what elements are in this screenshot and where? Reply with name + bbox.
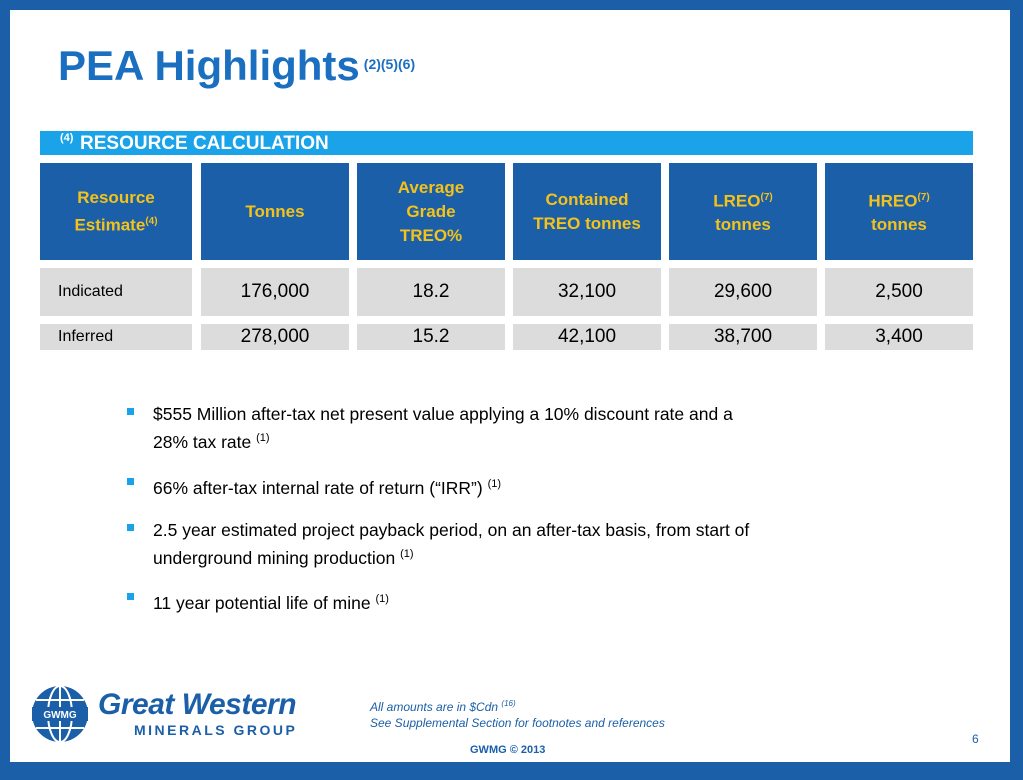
- cell-inferred-lreo: 38,700: [669, 324, 817, 350]
- cell-inferred-tonnes: 278,000: [201, 324, 349, 350]
- cell-indicated-contained: 32,100: [513, 268, 661, 316]
- row-label-inferred: Inferred: [40, 324, 192, 350]
- bullet-square-icon: [127, 408, 134, 415]
- title-footnote-ref: (2)(5)(6): [363, 56, 416, 72]
- header-resource-estimate: Resource Estimate$^{(4)}$: [40, 163, 192, 260]
- header-hreo: HREO$^{(7)}$ tonnes: [825, 163, 973, 260]
- cell-indicated-lreo: 29,600: [669, 268, 817, 316]
- page-number: 6: [972, 732, 979, 746]
- bullet-square-icon: [127, 478, 134, 485]
- company-logo: [30, 684, 330, 746]
- section-header-label: RESOURCE CALCULATION $^{(4)}$: [60, 132, 329, 154]
- header-lreo: LREO$^{(7)}$ tonnes: [669, 163, 817, 260]
- list-item: 11 year potential life of mine $^{(1)}$: [125, 587, 905, 615]
- cell-indicated-tonnes: 176,000: [201, 268, 349, 316]
- cell-indicated-hreo: 2,500: [825, 268, 973, 316]
- section-header-bar: [40, 131, 973, 155]
- bullet-square-icon: [127, 524, 134, 531]
- slide: [10, 10, 1010, 762]
- copyright: GWMG © 2013: [470, 744, 546, 756]
- globe-icon: [30, 684, 90, 744]
- page-title: PEA Highlights $^{(2)(5)(6)}$: [58, 42, 416, 89]
- list-item: 66% after-tax internal rate of return (“IRR”) $^{(1)}$: [125, 472, 905, 500]
- cell-inferred-grade: 15.2: [357, 324, 505, 350]
- cell-inferred-hreo: 3,400: [825, 324, 973, 350]
- highlights-list: [125, 402, 905, 633]
- logo-badge-text: GWMG: [43, 710, 77, 721]
- logo-name: Great Western: [98, 688, 297, 721]
- footnote: All amounts are in $Cdn $^{(16)}$ See Supplemental Section for footnotes and references: [370, 699, 665, 730]
- list-item: 2.5 year estimated project payback period, on an after-tax basis, from start of underground mining production $^{(1)}$: [125, 518, 905, 570]
- header-average-grade: Average Grade TREO%: [357, 163, 505, 260]
- header-contained-treo: Contained TREO tonnes: [513, 163, 661, 260]
- bullet-square-icon: [127, 593, 134, 600]
- cell-indicated-grade: 18.2: [357, 268, 505, 316]
- row-label-indicated: Indicated: [40, 268, 192, 316]
- cell-inferred-contained: 42,100: [513, 324, 661, 350]
- header-tonnes: Tonnes: [201, 163, 349, 260]
- logo-subtitle: MINERALS GROUP: [134, 722, 298, 738]
- list-item: $555 Million after-tax net present value applying a 10% discount rate and a 28% tax rate $^{(1)}$: [125, 402, 905, 454]
